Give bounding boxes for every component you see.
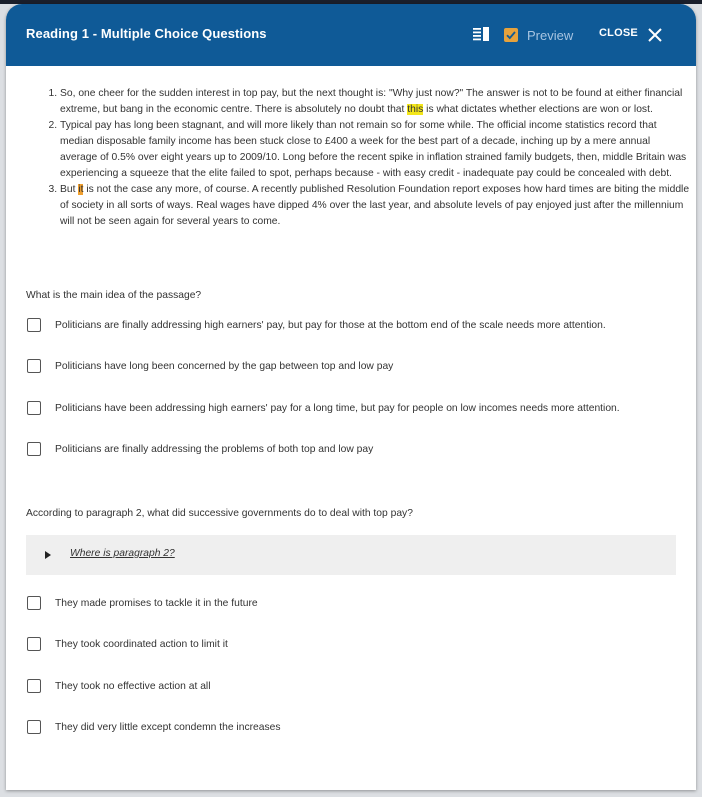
caret-right-icon[interactable] bbox=[45, 551, 51, 559]
preview-label[interactable]: Preview bbox=[527, 28, 574, 43]
option-label: Politicians have been addressing high earners' pay for a long time, but pay for people on low incomes needs more attention. bbox=[55, 403, 620, 414]
preview-checkbox[interactable] bbox=[504, 28, 518, 42]
checkbox[interactable] bbox=[27, 401, 41, 415]
close-icon[interactable] bbox=[648, 28, 662, 42]
passage-paragraph-2: 2. Typical pay has long been stagnant, and will more likely than not remain so for some while. The official income statistics record that median disposable family income has been stuck close to £400 a week for the best part of a decade, inching up by a mere annual average of 0.5% over eight years up to 2009/10. Long before the recent spike in inflation strained family budgets, then, middle Britain was experiencing a squeeze that the elite failed to spot, perhaps because - with easy credit - inadequate pay could be concealed with debt. bbox=[60, 118, 690, 182]
checkbox[interactable] bbox=[27, 720, 41, 734]
option-label: They took coordinated action to limit it bbox=[55, 639, 228, 650]
option-label: They made promises to tackle it in the future bbox=[55, 598, 258, 609]
highlight-this: this bbox=[407, 104, 424, 115]
checkbox[interactable] bbox=[27, 359, 41, 373]
checkbox[interactable] bbox=[27, 679, 41, 693]
passage-paragraph-1: 1. So, one cheer for the sudden interest in top pay, but the next thought is: "Why just now?" The answer is not to be found at either financial extreme, but bang in the economic centre. There is absolutely no doubt that this is what dictates whether elections are won or lost. bbox=[60, 86, 690, 118]
option-label: Politicians are finally addressing the problems of both top and low pay bbox=[55, 444, 374, 455]
question-2-prompt: According to paragraph 2, what did successive governments do to deal with top pay? bbox=[26, 508, 413, 519]
option-label: They did very little except condemn the increases bbox=[55, 722, 281, 733]
checkbox[interactable] bbox=[27, 596, 41, 610]
passage bbox=[30, 86, 690, 230]
question-dialog bbox=[6, 4, 696, 790]
checkbox[interactable] bbox=[27, 637, 41, 651]
checkbox[interactable] bbox=[27, 318, 41, 332]
checkbox[interactable] bbox=[27, 442, 41, 456]
passage-paragraph-3: 3. But it is not the case any more, of course. A recently published Resolution Foundation report exposes how hard times are biting the middle of society in all sorts of ways. Real wages have dipped 4% over the last year, and absolute levels of pay enjoyed just after the millennium will not be seen again for several years to come. bbox=[60, 182, 690, 230]
highlight-it: it bbox=[78, 184, 84, 195]
close-button[interactable]: CLOSE bbox=[599, 27, 638, 39]
hint-expander[interactable] bbox=[26, 535, 676, 575]
dialog-header bbox=[6, 4, 696, 66]
option-label: Politicians have long been concerned by the gap between top and low pay bbox=[55, 361, 394, 372]
dialog-title: Reading 1 - Multiple Choice Questions bbox=[26, 26, 267, 41]
checkmark-icon bbox=[505, 29, 517, 41]
option-label: Politicians are finally addressing high earners' pay, but pay for those at the bottom end of the scale needs more attention. bbox=[55, 320, 606, 331]
hint-link[interactable]: Where is paragraph 2? bbox=[70, 548, 175, 559]
question-1-prompt: What is the main idea of the passage? bbox=[26, 290, 202, 301]
list-view-icon[interactable] bbox=[473, 27, 489, 41]
option-label: They took no effective action at all bbox=[55, 681, 211, 692]
